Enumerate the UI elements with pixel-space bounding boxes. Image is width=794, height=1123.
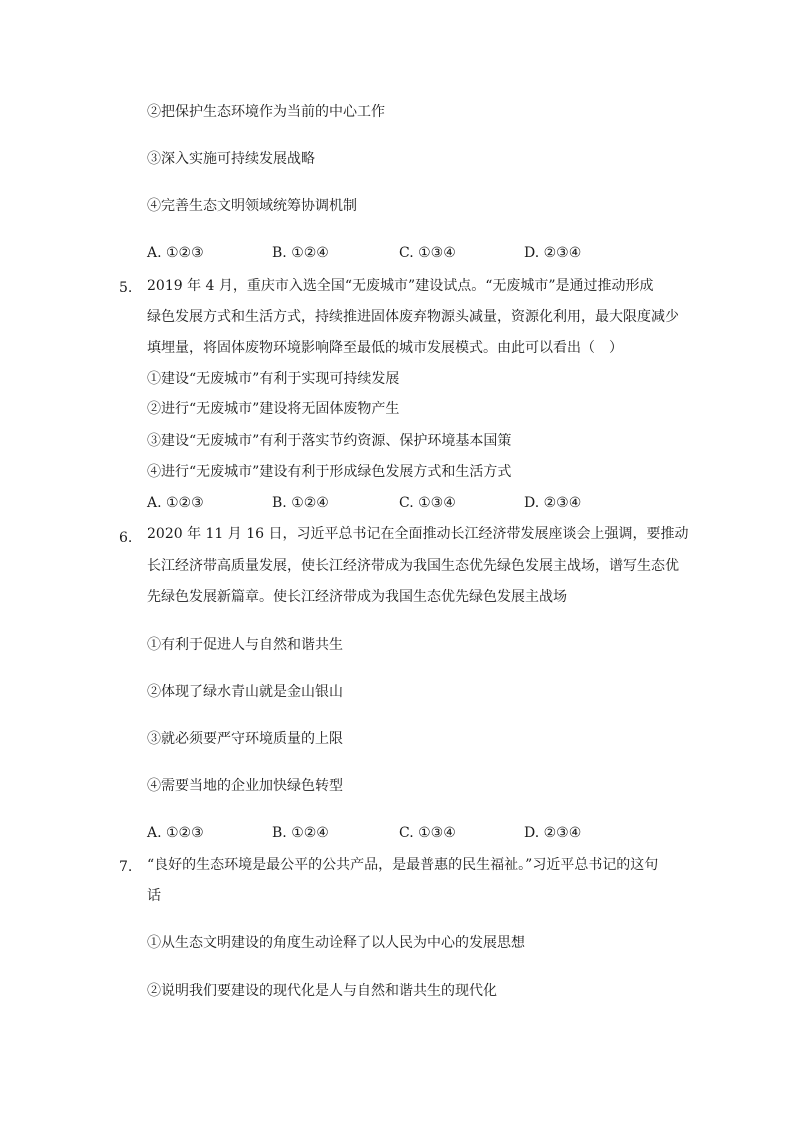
q5-option-b: B. ①②④ <box>272 495 329 511</box>
q4-statement-4: ④完善生态文明领域统筹协调机制 <box>147 198 357 214</box>
q4-option-c: C. ①③④ <box>399 245 456 261</box>
q5-statement-3: ③建设“无废城市”有利于落实节约资源、保护环境基本国策 <box>147 433 512 449</box>
q5-stem-line-3: 填埋量，将固体废物环境影响降至最低的城市发展模式。由此可以看出（ ） <box>147 340 623 356</box>
q4-options <box>147 243 581 263</box>
q4-statement-3: ③深入实施可持续发展战略 <box>147 151 315 167</box>
q6-stem-line-3: 先绿色发展新篇章。使长江经济带成为我国生态优先绿色发展主战场 <box>147 589 567 605</box>
q6-options <box>147 823 581 843</box>
q5-option-c: C. ①③④ <box>399 495 456 511</box>
q5-stem-line-2: 绿色发展方式和生活方式，持续推进固体废弃物源头减量，资源化利用，最大限度减少 <box>147 309 679 325</box>
q6-option-d: D. ②③④ <box>524 825 582 841</box>
q5-option-d: D. ②③④ <box>524 495 582 511</box>
q4-option-a: A. ①②③ <box>147 245 204 261</box>
q4-option-d: D. ②③④ <box>524 245 582 261</box>
q6-option-a: A. ①②③ <box>147 825 204 841</box>
q6-statement-1: ①有利于促进人与自然和谐共生 <box>147 637 343 653</box>
q5-statement-2: ②进行“无废城市”建设将无固体废物产生 <box>147 401 400 417</box>
q6-statement-3: ③就必须要严守环境质量的上限 <box>147 731 343 747</box>
q7-statement-1: ①从生态文明建设的角度生动诠释了以人民为中心的发展思想 <box>147 935 525 951</box>
q7-stem-line-2: 话 <box>147 888 161 904</box>
q5-statement-4: ④进行“无废城市”建设有利于形成绿色发展方式和生活方式 <box>147 464 512 480</box>
q4-statement-2: ②把保护生态环境作为当前的中心工作 <box>147 104 385 120</box>
q6-number: 6. <box>119 530 133 546</box>
q6-option-c: C. ①③④ <box>399 825 456 841</box>
q5-option-a: A. ①②③ <box>147 495 204 511</box>
q7-number: 7. <box>119 859 133 875</box>
q7-statement-2: ②说明我们要建设的现代化是人与自然和谐共生的现代化 <box>147 983 497 999</box>
q6-statement-4: ④需要当地的企业加快绿色转型 <box>147 778 343 794</box>
q5-number: 5. <box>119 280 133 296</box>
q4-option-b: B. ①②④ <box>272 245 329 261</box>
q6-stem-line-1: 2020 年 11 月 16 日，习近平总书记在全面推动长江经济带发展座谈会上强调，要推动 <box>147 526 689 542</box>
q6-option-b: B. ①②④ <box>272 825 329 841</box>
q5-statement-1: ①建设“无废城市”有利于实现可持续发展 <box>147 371 400 387</box>
q7-stem-line-1: “良好的生态环境是最公平的公共产品，是最普惠的民生福祉。”习近平总书记的这句 <box>147 857 659 873</box>
q6-stem-line-2: 长江经济带高质量发展，使长江经济带成为我国生态优先绿色发展主战场，谱写生态优 <box>147 558 679 574</box>
q5-options <box>147 493 581 513</box>
q5-stem-line-1: 2019 年 4 月，重庆市入选全国“无废城市”建设试点。“无废城市”是通过推动形成 <box>147 278 654 294</box>
q6-statement-2: ②体现了绿水青山就是金山银山 <box>147 684 343 700</box>
